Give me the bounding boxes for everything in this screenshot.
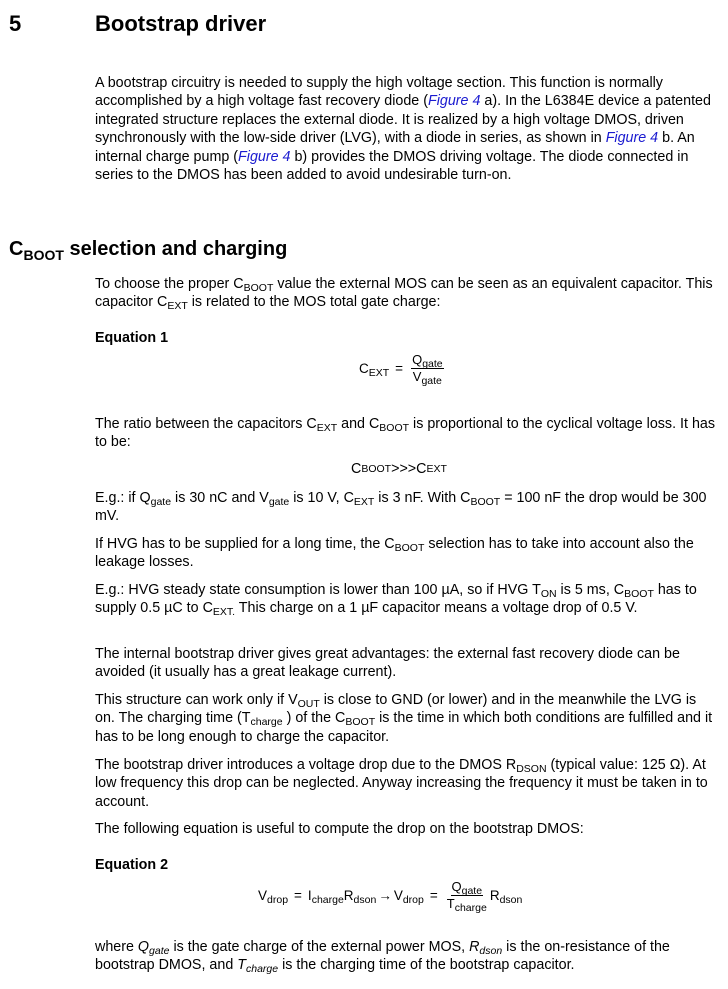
figure-4-link[interactable]: Figure 4: [605, 130, 659, 147]
paragraph-equation-intro: The following equation is useful to compute the drop on the bootstrap DMOS:: [95, 821, 584, 837]
paragraph-where: where $Q_{gate}$ is the gate charge of the external power MOS, $R_{dson}$ is the on-resistance of the bootstrap DMOS, and $T_{charge}$ is the charging time of the bootstrap capacitor.: [95, 939, 670, 976]
equation-2-fraction: $\frac{Q_{gate}}{T_{charge}}$: [446, 879, 487, 914]
paragraph-ratio: The ratio between the capacitors $C_{EXT}$ and $C_{BOOT}$ is proportional to the cyclical voltage loss. It has to be:: [95, 416, 715, 451]
figure-4-link[interactable]: Figure 4: [427, 93, 481, 110]
subsection-title: $C_{BOOT}$ selection and charging: [9, 238, 288, 263]
equation-2: $V_{drop}$ = $I_{charge}R_{dson}$ → $V_{drop}$ = $\frac{Q_{gate}}{T_{charge}}$ $R_{dson}$: [258, 879, 523, 914]
paragraph-hvg-supply: If HVG has to be supplied for a long time, the $C_{BOOT}$ selection has to take into account also the leakage losses.: [95, 536, 694, 571]
paragraph-voltage-drop: The bootstrap driver introduces a voltage drop due to the DMOS $R_{DSON}$ (typical value: 125 Ω). At low frequency this drop can be neglected. Anyway increasing the frequency it must be taken in to account.: [95, 757, 708, 810]
section-number: 5: [9, 11, 22, 36]
inequality-cboot-cext: C BOOT >>> C EXT: [351, 461, 447, 477]
equation-2-label: Equation 2: [95, 857, 169, 873]
implies-arrow: →: [378, 888, 392, 903]
intro-paragraph: A bootstrap circuitry is needed to supply the high voltage section. This function is normally accomplished by a high voltage fast recovery diode (Figure 4 a). In the L6384E device a patented integrated structure replaces the external diode. It is realized by a high voltage DMOS, driven synchronously with the low-side driver (LVG), with a diode in series, as shown in Figure 4 b. An internal charge pump (Figure 4 b) provides the DMOS driving voltage. The diode connected in series to the DMOS has been added to avoid undesirable turn-on.: [95, 75, 711, 184]
paragraph-cboot-choice: To choose the proper $C_{BOOT}$ value the external MOS can be seen as an equivalent capacitor. This capacitor $C_{EXT}$ is related to the MOS total gate charge:: [95, 276, 713, 313]
paragraph-advantages: The internal bootstrap driver gives great advantages: the external fast recovery diode can be avoided (it usually has a great leakage current).: [95, 646, 680, 681]
equation-1-label: Equation 1: [95, 330, 169, 346]
paragraph-structure: This structure can work only if $V_{OUT}$ is close to GND (or lower) and in the meanwhile the LVG is on. The charging time ($T_{charge}$ ) of the $C_{BOOT}$ is the time in which both conditions are fulfilled and it has to be long enough to charge the capacitor.: [95, 692, 713, 745]
section-title: Bootstrap driver: [95, 11, 267, 36]
equation-1: $C_{EXT}$ = $\frac{Q_{gate}}{V_{gate}}$: [359, 352, 443, 387]
paragraph-example-1: E.g.: if $Q_{gate}$ is 30 nC and $V_{gate}$ is 10 V, $C_{EXT}$ is 3 nF. With $C_{BOOT} = 100$ nF the drop would be 300 mV.: [95, 490, 707, 525]
figure-4-link[interactable]: Figure 4: [238, 148, 291, 165]
paragraph-example-2: E.g.: HVG steady state consumption is lower than 100 µA, so if HVG $T_{ON}$ is 5 ms, $C_{BOOT}$ has to supply 0.5 µC to $C_{EXT.}$ This charge on a 1 µF capacitor means a voltage drop of 0.5 V.: [95, 582, 697, 619]
equation-1-fraction: $\frac{Q_{gate}}{V_{gate}}$: [412, 352, 443, 387]
